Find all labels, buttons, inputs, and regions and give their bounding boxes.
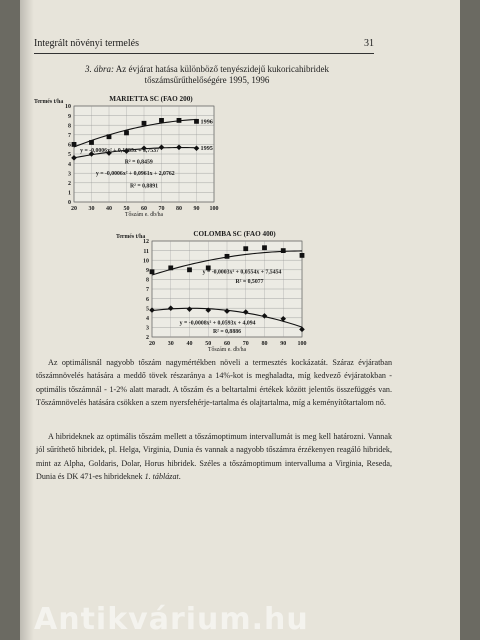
y-tick-label: 5 [146,306,149,313]
series-label: 1996 [200,118,213,126]
equation-annotation: R² = 0,8459 [124,159,153,166]
x-tick-label: 70 [158,206,165,212]
watermark: Antikvárium.hu [34,602,309,637]
y-tick-label: 9 [68,113,71,120]
equation-annotation: R² = 0,8891 [129,183,159,190]
data-point-square [89,140,94,145]
data-point-square [150,269,155,274]
y-tick-label: 12 [143,239,149,246]
x-tick-label: 90 [193,206,200,212]
x-tick-label: 80 [261,341,268,347]
equation-annotation: y = -0,0003x² + 0,0554x + 7,5454 [202,269,282,276]
y-tick-label: 0 [68,200,71,207]
x-axis-label: Tőszám e. db/ha [124,212,164,218]
chart-title: COLOMBA SC (FAO 400) [193,230,276,238]
page-number: 31 [364,38,374,49]
x-axis-label: Tőszám e. db/ha [207,347,247,353]
body-paragraph-2 [36,430,392,484]
y-tick-label: 11 [143,248,149,255]
equation-annotation: y = -0,0006x² + 0,0961x + 2,0762 [95,171,175,178]
data-point-square [124,130,129,135]
y-tick-label: 6 [146,296,149,303]
y-tick-label: 1 [68,190,71,197]
y-tick-label: 7 [68,133,71,139]
y-tick-label: 9 [146,268,149,274]
series-label: 1995 [200,145,213,153]
paragraph-1-text: Az optimálisnál nagyobb tőszám nagymértékben növeli a termesztés kockázatát. Száraz évjáratban tőszámnövelés hatására a meddő tövek részaránya a 14%-kot is meghaladta, míg kedvező évjáratokban - optimális tőszámnál - 1-2% alatt maradt. A tőszám és a beltartalmi értékek között jelentős összefüggés van. Tőszámnövelés hatására csökken a szem nyersfehérje-tartalma és olajtartalma, míg a keményítőtartalom nő. [36,358,392,408]
y-tick-label: 3 [68,171,71,178]
book-page [20,0,460,640]
x-tick-label: 90 [280,341,287,347]
x-tick-label: 100 [209,206,219,212]
figure-caption [76,64,338,86]
y-tick-label: 10 [143,258,149,265]
x-tick-label: 40 [186,341,193,347]
y-tick-label: 10 [65,104,71,111]
paragraph-2-text: A hibrideknek az optimális tőszám mellett a tőszámoptimum intervallumát is meg kell határozni. Vannak jól sűríthető hibridek, pl. Helga, Virginia, Dunia és vannak a nagyobb tőszámra érzékenyen reagáló hibridek, mint az Alpha, Goldaris, Dolar, Horus hibridek. Széles a tőszámoptimum intervalluma a Virginia, Reseda, Dunia és DK 471-es hibrideknek [36,432,392,482]
x-tick-label: 30 [88,206,95,212]
running-header-title: Integrált növényi termelés [34,38,139,49]
figure-caption-line2: tőszámsűrűthelőségére 1995, 1996 [144,75,270,85]
data-point-square [142,121,147,126]
y-tick-label: 7 [146,287,149,294]
y-tick-label: 8 [146,277,149,284]
data-point-square [72,142,77,147]
chart-marietta [34,92,234,220]
y-axis-label: Termés t/ha [34,99,64,105]
chart-colomba [116,228,326,358]
equation-annotation: y = -0,0006x² + 0,1085x + 3,7537 [80,148,159,155]
y-tick-label: 4 [146,316,149,322]
y-tick-label: 2 [68,181,71,187]
equation-annotation: R² = 0,5077 [235,279,264,286]
y-tick-label: 5 [68,152,71,159]
y-axis-label: Termés t/ha [116,234,146,240]
running-header [34,38,374,52]
equation-annotation: y = -0,0008x² + 0,0593x + 4,094 [179,320,256,327]
y-tick-label: 6 [68,142,71,149]
y-tick-label: 3 [146,325,149,332]
x-tick-label: 40 [106,206,112,212]
x-tick-label: 50 [205,341,212,347]
data-point-square [262,245,267,250]
x-tick-label: 100 [297,341,307,347]
y-tick-label: 8 [68,123,71,130]
x-tick-label: 20 [149,341,155,347]
data-point-square [177,118,182,123]
header-rule [34,53,374,54]
page-gutter-shadow [20,0,34,640]
x-tick-label: 70 [242,341,249,347]
x-tick-label: 20 [71,206,77,212]
data-point-square [159,118,164,123]
x-tick-label: 80 [176,206,182,212]
data-point-square [243,246,248,251]
data-point-square [300,253,305,258]
data-point-square [107,134,112,139]
paragraph-2-end: . [178,472,181,482]
equation-annotation: R² = 0,8886 [212,329,242,336]
x-tick-label: 60 [224,341,230,347]
data-point-square [168,265,173,270]
x-tick-label: 60 [141,206,147,212]
data-point-square [281,248,286,253]
y-tick-label: 4 [68,161,71,168]
x-tick-label: 50 [123,206,130,212]
x-tick-label: 30 [167,341,174,347]
table-reference: 1. táblázat [144,472,179,482]
y-tick-label: 2 [146,335,149,342]
data-point-square [194,119,199,124]
data-point-square [225,254,230,259]
figure-caption-lead: 3. ábra: [85,64,115,74]
figure-caption-line1: Az évjárat hatása különböző tenyészidejű kukoricahibridek [114,64,329,74]
body-paragraph-1 [36,356,392,410]
chart-title: MARIETTA SC (FAO 200) [109,95,193,103]
data-point-square [187,267,192,272]
